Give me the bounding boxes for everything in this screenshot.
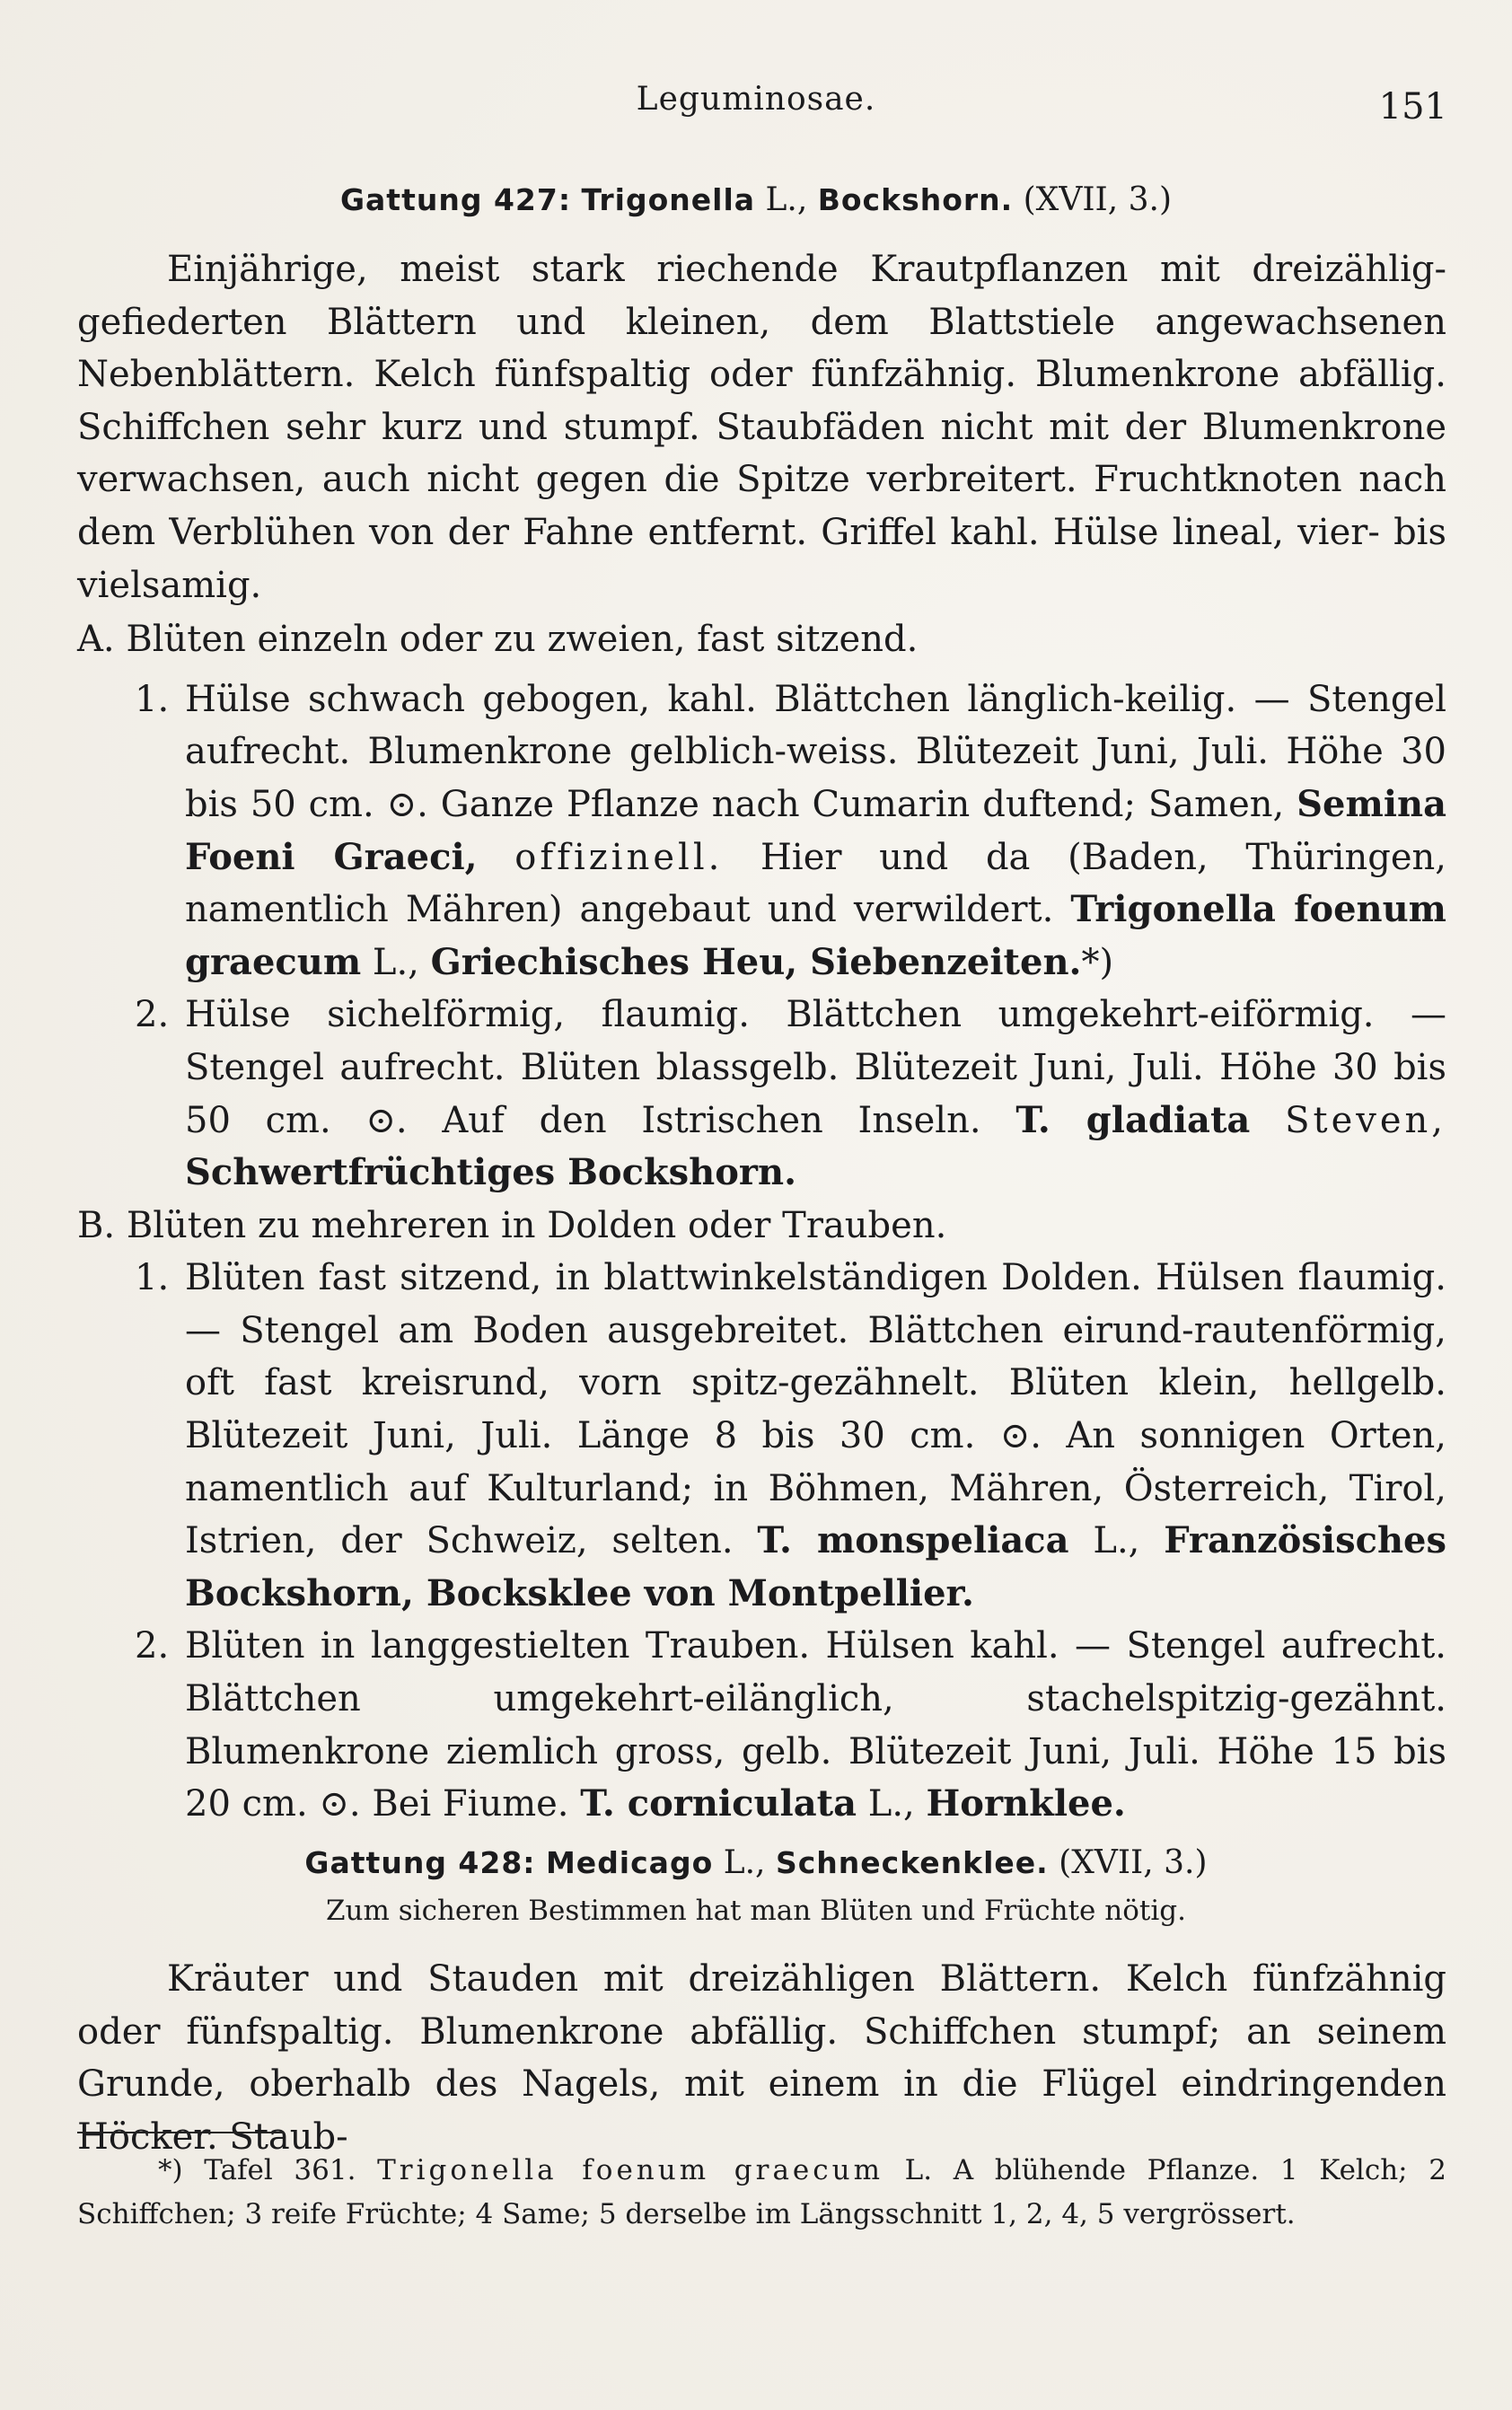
footnote-species: Trigonella foenum graecum	[377, 2154, 883, 2186]
genus-428-author: L.,	[723, 1844, 766, 1881]
key-a2-number: 2.	[135, 994, 170, 1036]
key-a1	[77, 673, 1446, 990]
running-head: Leguminosae.	[636, 81, 876, 118]
key-b2-number: 2.	[135, 1625, 170, 1667]
genus-427-body	[77, 243, 1446, 1831]
genus-427-author: L.,	[765, 181, 808, 218]
key-a1-footnote-ref: *)	[1081, 941, 1114, 983]
key-a2-common: Schwertfrüchtiges Bockshorn.	[185, 1151, 797, 1194]
genus-428-class: (XVII, 3.)	[1059, 1844, 1208, 1881]
footnote-text: L. A blühende Pflanze. 1 Kelch; 2 Schiffchen; 3 reife Früchte; 4 Same; 5 derselbe im Längsschnitt 1, 2, 4, 5 vergrössert.	[77, 2154, 1446, 2230]
key-a2-text: Hülse sichelförmig, flaumig. Blättchen umgekehrt-eiförmig. — Stengel aufrecht. Blüten blassgelb. Blütezeit Juni, Juli. Höhe 30 bis 50 cm. ⊙. Auf den Istrischen Inseln.	[185, 994, 1446, 1141]
key-a2	[77, 989, 1446, 1199]
genus-427-label: Gattung 427:	[339, 182, 572, 217]
genus-428-name: Medicago	[545, 1845, 714, 1880]
key-b1-number: 1.	[135, 1257, 170, 1299]
key-b1	[77, 1252, 1446, 1620]
key-a1-common: Griechisches Heu, Siebenzeiten.	[430, 940, 1082, 983]
key-a1-text2: Hier und da (Baden, Thüringen, namentlich Mähren) angebaut und verwildert.	[185, 836, 1446, 931]
key-b1-species: T. monspeliaca	[757, 1519, 1069, 1562]
genus-427-description: Einjährige, meist stark riechende Krautpflanzen mit dreizählig-gefiederten Blättern und kleinen, dem Blattstiele angewachsenen Nebenblättern. Kelch fünfspaltig oder fünfzähnig. Blumenkrone abfällig. Schiffchen sehr kurz und stumpf. Staubfäden nicht mit der Blumenkrone verwachsen, auch nicht gegen die Spitze verbreitert. Fruchtknoten nach dem Verblühen von der Fahne entfernt. Griffel kahl. Hülse lineal, vier- bis vielsamig.	[77, 249, 1446, 606]
key-a: A. Blüten einzeln oder zu zweien, fast sitzend.	[77, 619, 919, 661]
key-b2	[77, 1620, 1446, 1830]
genus-427-vernacular: Bockshorn.	[817, 182, 1014, 217]
key-a1-text: Hülse schwach gebogen, kahl. Blättchen länglich-keilig. — Stengel aufrecht. Blumenkrone gelblich-weiss. Blütezeit Juni, Juli. Höhe 30 bis 50 cm. ⊙. Ganze Pflanze nach Cumarin duftend; Samen,	[185, 678, 1446, 825]
key-a1-officinal: offizinell.	[514, 836, 724, 878]
page-number: 151	[1378, 86, 1447, 128]
key-a1-drug: Semina Foeni Graeci,	[185, 782, 1447, 878]
key-a2-species: T. gladiata	[1015, 1098, 1251, 1141]
key-a1-author: L.,	[372, 941, 419, 983]
genus-427-heading	[0, 181, 1512, 218]
key-a1-number: 1.	[135, 678, 170, 720]
key-a1-species: Trigonella foenum graecum	[185, 888, 1447, 983]
genus-428-label: Gattung 428:	[304, 1845, 536, 1880]
key-b2-species: T. corniculata	[580, 1782, 857, 1825]
key-b1-common: Französisches Bockshorn, Bocksklee von Montpellier.	[185, 1519, 1446, 1614]
footnote	[77, 2149, 1446, 2237]
key-b1-author: L.,	[1093, 1520, 1140, 1562]
genus-428-heading	[0, 1844, 1512, 1881]
key-b: B. Blüten zu mehreren in Dolden oder Trauben.	[77, 1204, 947, 1246]
key-b2-common: Hornklee.	[926, 1782, 1126, 1825]
key-b2-author: L.,	[867, 1783, 915, 1825]
genus-428-vernacular: Schneckenklee.	[775, 1845, 1049, 1880]
key-a2-author: Steven,	[1285, 1099, 1447, 1141]
footnote-rule	[77, 2132, 284, 2133]
key-b1-text: Blüten fast sitzend, in blattwinkelständigen Dolden. Hülsen flaumig. — Stengel am Boden ausgebreitet. Blättchen eirund-rautenförmig, oft fast kreisrund, vorn spitz-gezähnelt. Blüten klein, hellgelb. Blütezeit Juni, Juli. Länge 8 bis 30 cm. ⊙. An sonnigen Orten, namentlich auf Kulturland; in Böhmen, Mähren, Österreich, Tirol, Istrien, der Schweiz, selten.	[185, 1257, 1446, 1562]
genus-428-note: Zum sicheren Bestimmen hat man Blüten und Früchte nötig.	[326, 1895, 1186, 1927]
genus-427-class: (XVII, 3.)	[1023, 181, 1173, 218]
genus-427-name: Trigonella	[581, 182, 756, 217]
footnote-marker: *) Tafel 361.	[158, 2154, 356, 2186]
key-b2-text: Blüten in langgestielten Trauben. Hülsen kahl. — Stengel aufrecht. Blättchen umgekehrt-eilänglich, stachelspitzig-gezähnt. Blumenkrone ziemlich gross, gelb. Blütezeit Juni, Juli. Höhe 15 bis 20 cm. ⊙. Bei Fiume.	[185, 1625, 1446, 1825]
genus-428-description: Kräuter und Stauden mit dreizähligen Blättern. Kelch fünfzähnig oder fünfspaltig. Blumenkrone abfällig. Schiffchen stumpf; an seinem Grunde, oberhalb des Nagels, mit einem in die Flügel eindringenden Höcker. Staub-	[77, 1958, 1446, 2158]
